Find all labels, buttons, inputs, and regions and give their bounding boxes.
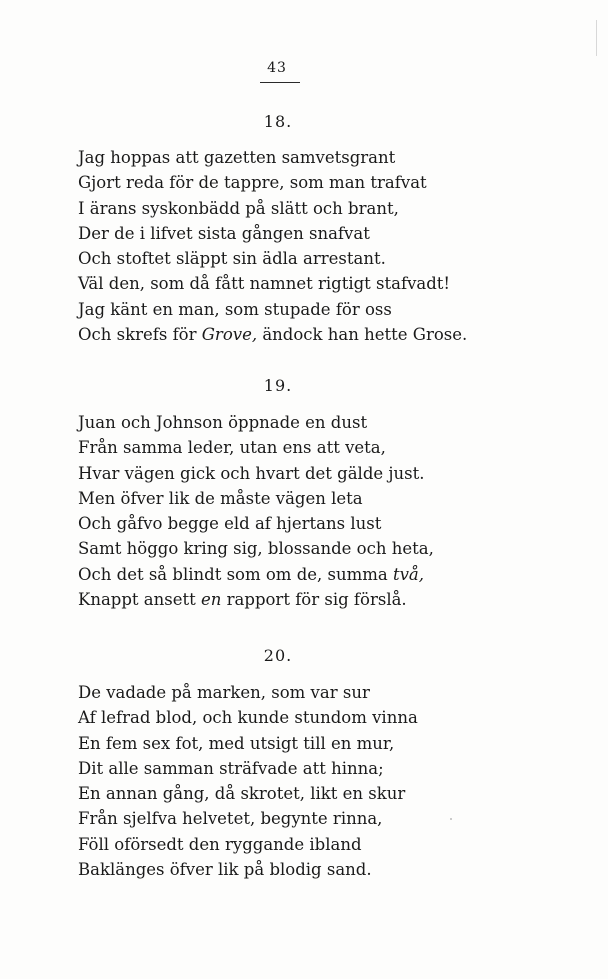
verse-line — [78, 435, 508, 460]
verse-text: Väl den, som då fått namnet rigtigt stafvadt! — [78, 274, 451, 294]
verse-text: Dit alle samman sträfvade att hinna; — [78, 758, 384, 778]
verse-line — [78, 562, 508, 587]
page-number-rule — [260, 82, 300, 83]
verse-line — [78, 271, 508, 296]
verse-line — [78, 322, 508, 347]
verse-italic-text: två, — [392, 564, 425, 584]
verse-text: Gjort reda för de tappre, som man trafvat — [78, 173, 427, 193]
verse-line — [78, 731, 508, 756]
verse-line — [78, 170, 508, 195]
verse-text: Men öfver lik de måste vägen leta — [78, 488, 363, 508]
verse-text: Från sjelfva helvetet, begynte rinna, — [78, 809, 383, 829]
verse-line — [78, 461, 508, 486]
verse-text: Från samma leder, utan ens att veta, — [78, 438, 386, 458]
verse-line — [78, 196, 508, 221]
verse-text: Baklänges öfver lik på blodig sand. — [78, 860, 372, 880]
verse-text: Och gåfvo begge eld af hjertans lust — [78, 514, 382, 534]
verse-line — [78, 246, 508, 271]
paper-speck — [450, 818, 452, 820]
verse-text: I ärans syskonbädd på slätt och brant, — [78, 198, 399, 218]
verse-line — [78, 297, 508, 322]
verse-line — [78, 806, 508, 831]
verse-text: Och stoftet släppt sin ädla arrestant. — [78, 249, 386, 269]
verse-text: Samt höggo kring sig, blossande och heta, — [78, 539, 434, 559]
verse-line — [78, 781, 508, 806]
stanza-18 — [78, 145, 508, 347]
verse-line — [78, 486, 508, 511]
verse-line — [78, 536, 508, 561]
verse-text: rapport för sig förslå. — [221, 590, 407, 610]
page-number: 43 — [267, 60, 287, 76]
verse-text: De vadade på marken, som var sur — [78, 683, 370, 702]
verse-text: Knappt ansett — [78, 590, 201, 610]
verse-italic-text: en — [201, 590, 222, 610]
verse-text: Och skrefs för — [78, 325, 202, 345]
verse-line — [78, 145, 508, 170]
page-edge-mark — [596, 20, 597, 56]
verse-italic-text: Grove, — [201, 325, 258, 345]
stanza-number-19: 19. — [263, 376, 293, 395]
verse-text: ändock han hette Grose. — [257, 325, 468, 345]
verse-line — [78, 857, 508, 882]
verse-text: Jag känt en man, som stupade för oss — [78, 299, 392, 319]
verse-line — [78, 221, 508, 246]
verse-line — [78, 705, 508, 730]
verse-text: Och det så blindt som om de, summa — [78, 564, 393, 584]
verse-text: En annan gång, då skrotet, likt en skur — [78, 784, 406, 804]
verse-line — [78, 832, 508, 857]
verse-line — [78, 680, 508, 705]
stanza-number-20: 20. — [263, 646, 293, 665]
verse-text: En fem sex fot, med utsigt till en mur, — [78, 733, 395, 753]
stanza-number-18: 18. — [263, 112, 293, 131]
stanza-19 — [78, 410, 508, 612]
verse-line — [78, 511, 508, 536]
verse-text: Hvar vägen gick och hvart det gälde just. — [78, 463, 425, 483]
verse-text: Der de i lifvet sista gången snafvat — [78, 223, 370, 243]
verse-text: Jag hoppas att gazetten samvetsgrant — [78, 148, 396, 167]
verse-text: Af lefrad blod, och kunde stundom vinna — [78, 708, 418, 728]
verse-text: Föll oförsedt den ryggande ibland — [78, 834, 362, 854]
verse-line — [78, 587, 508, 612]
verse-line — [78, 756, 508, 781]
verse-line — [78, 410, 508, 435]
verse-text: Juan och Johnson öppnade en dust — [78, 413, 368, 432]
stanza-20 — [78, 680, 508, 882]
